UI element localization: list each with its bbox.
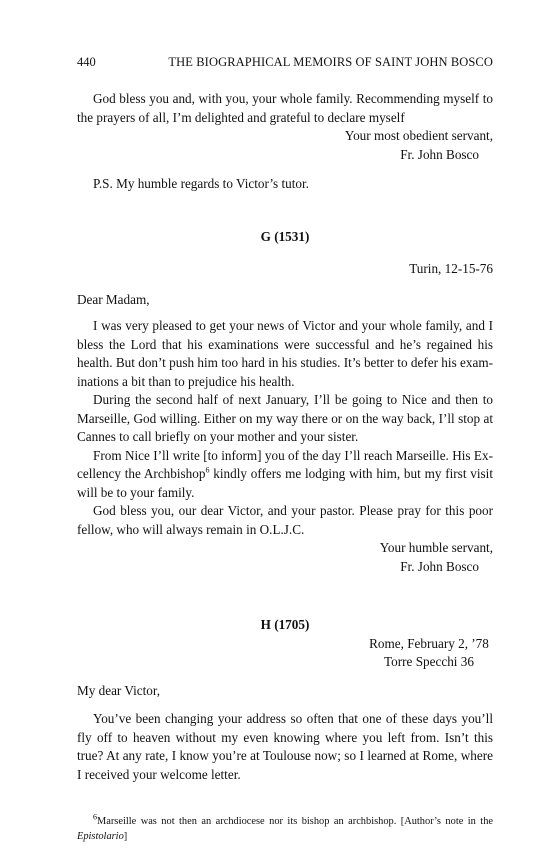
- signature: Fr. John Bosco: [400, 558, 479, 574]
- letter-f-closing: [77, 127, 493, 164]
- letter-h-paragraph: You’ve been changing your address so often that one of these days you’ll fly off to heaven without my even knowing where you left from. Isn’t this true? At any rate, I know you’re at Toulouse now; so I learned at Rome, where I received your welcome letter.: [77, 711, 493, 782]
- closing-line: Your most obedient servant,: [344, 128, 493, 143]
- letter-g-paragraph: I was very pleased to get your news of Victor and your whole family, and I bless the Lord that his examinations were successful and he’s regained his health. But don’t push him too hard in his studies. It’s better to defer his examinations a bit than to prejudice his health.: [77, 318, 493, 389]
- postscript: P.S. My humble regards to Victor’s tutor.: [93, 176, 309, 191]
- letter-h-salutation: My dear Victor,: [77, 682, 161, 698]
- running-title: THE BIOGRAPHICAL MEMOIRS OF SAINT JOHN BOSCO: [168, 55, 493, 69]
- footnote-mark: 6: [93, 812, 97, 822]
- footnote-reference[interactable]: 6: [205, 465, 210, 475]
- letter-h-heading: H (1705): [260, 617, 310, 632]
- letter-g-heading: G (1531): [260, 228, 310, 244]
- letter-g-salutation: Dear Madam,: [77, 291, 150, 307]
- letter-g-closing: [77, 539, 493, 576]
- running-header: [77, 54, 493, 70]
- address-line: Torre Specchi 36: [384, 654, 474, 669]
- letter-g-paragraph: From Nice I’ll write [to inform] you of the day I’ll reach Marseille. His Excellency the Archbishop$^6$ kindly offers me lodging with him, but my first visit will be to your family.: [77, 447, 493, 500]
- footnote-source: Epistolario: [77, 831, 124, 842]
- date-line: Rome, February 2, ’78: [369, 635, 489, 651]
- letter-f-body: God bless you and, with you, your whole family. Recommending myself to the prayers of all, I’m delighted and grateful to declare myself: [77, 91, 493, 125]
- letter-g-paragraph: During the second half of next January, I’ll be going to Nice and then to Marseille, God willing. Either on my way there or on the way back, I’ll stop at Cannes to call briefly on your mother and your sister.: [77, 392, 493, 444]
- signature: Fr. John Bosco: [400, 146, 479, 162]
- letter-g-paragraph: God bless you, our dear Victor, and your pastor. Please pray for this poor fellow, who will always remain in O.L.J.C.: [77, 503, 493, 537]
- letter-h-date: [77, 635, 493, 672]
- footnote: $^6$Marseille was not then an archdiocese nor its bishop an archbishop. [Author’s note in the Epistolario]: [77, 812, 493, 842]
- book-page: [77, 54, 493, 844]
- page-number: 440: [77, 55, 96, 69]
- closing-line: Your humble servant,: [379, 540, 493, 555]
- letter-g-date: Turin, 12-15-76: [409, 261, 493, 276]
